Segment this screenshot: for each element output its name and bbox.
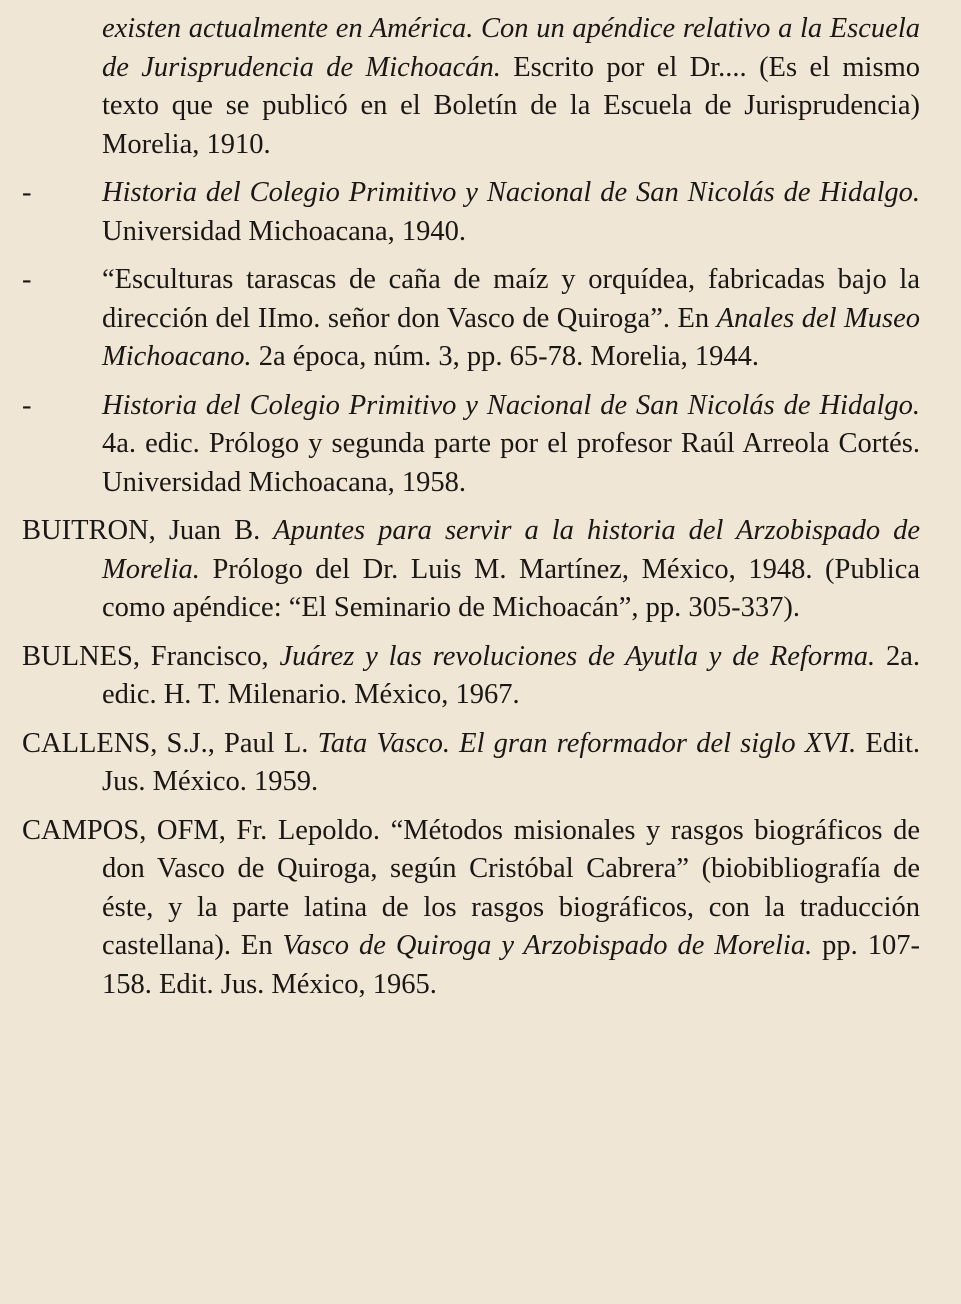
entry-text: 2a época, núm. 3, pp. 65-78. Morelia, 1944. bbox=[251, 341, 759, 372]
entry-title: Juárez y las revoluciones de Ayutla y de Reforma. bbox=[279, 640, 876, 672]
entry-text: 2a. edic. H. T. Milenario. México, 1967. bbox=[102, 640, 920, 710]
entry-text: BUITRON, Juan B. bbox=[22, 515, 274, 546]
entry-text: Universidad Michoacana, 1940. bbox=[102, 215, 467, 247]
entry-title: Vasco de Quiroga y Arzobispado de Morelia. bbox=[282, 930, 813, 961]
entry-text: Edit. Jus. México. 1959. bbox=[102, 727, 920, 797]
entry-text: Prólogo del Dr. Luis M. Martínez, México, 1948. (Publica como apéndice: “El Seminario de Michoacán”, pp. 305-337). bbox=[102, 553, 920, 623]
entry-title: Apuntes para servir a la historia del Arzobispado de Morelia. bbox=[102, 515, 921, 585]
entry-title: existen actualmente en América. Con un apéndice relativo a la Escuela de Jurisprudencia de Michoacán. bbox=[102, 13, 920, 83]
entry-text: “Esculturas tarascas de caña de maíz y orquídea, fabricadas bajo la dirección del IImo. señor don Vasco de Quiroga”. En bbox=[102, 264, 920, 334]
entry-title: Tata Vasco. El gran reformador del siglo XVI. bbox=[317, 727, 857, 759]
bibliography-entry bbox=[22, 812, 920, 1005]
entry-dash: - bbox=[22, 389, 32, 421]
bibliography-entry bbox=[22, 725, 920, 802]
bibliography-list bbox=[22, 10, 920, 1014]
entry-dash: - bbox=[22, 264, 32, 295]
bibliography-entry bbox=[22, 10, 920, 164]
entry-text: BULNES, Francisco, bbox=[22, 640, 280, 672]
entry-title: Anales del Museo Michoacano. bbox=[102, 302, 920, 372]
bibliography-entry bbox=[22, 174, 920, 251]
entry-title: Historia del Colegio Primitivo y Nacional de San Nicolás de Hidalgo. bbox=[102, 177, 920, 208]
bibliography-entry bbox=[22, 638, 920, 715]
entry-text: 4a. edic. Prólogo y segunda parte por el profesor Raúl Arreola Cortés. Universidad Michoacana, 1958. bbox=[102, 428, 920, 498]
entry-text: CALLENS, S.J., Paul L. bbox=[22, 727, 318, 759]
entry-text: pp. 107-158. Edit. Jus. México, 1965. bbox=[102, 930, 920, 1000]
bibliography-entry bbox=[22, 261, 920, 377]
bibliography-entry bbox=[22, 387, 920, 503]
bibliography-entry bbox=[22, 512, 920, 628]
entry-dash: - bbox=[22, 177, 32, 208]
entry-text: Escrito por el Dr.... (Es el mismo texto que se publicó en el Boletín de la Escuela de Jurisprudencia) Morelia, 1910. bbox=[102, 51, 920, 160]
entry-text: CAMPOS, OFM, Fr. Lepoldo. “Métodos misionales y rasgos biográficos de don Vasco de Quiroga, según Cristóbal Cabrera” (biobibliografía de éste, y la parte latina de los rasgos biográficos, con la traducción castellana). En bbox=[22, 814, 920, 961]
entry-title: Historia del Colegio Primitivo y Nacional de San Nicolás de Hidalgo. bbox=[102, 389, 920, 421]
